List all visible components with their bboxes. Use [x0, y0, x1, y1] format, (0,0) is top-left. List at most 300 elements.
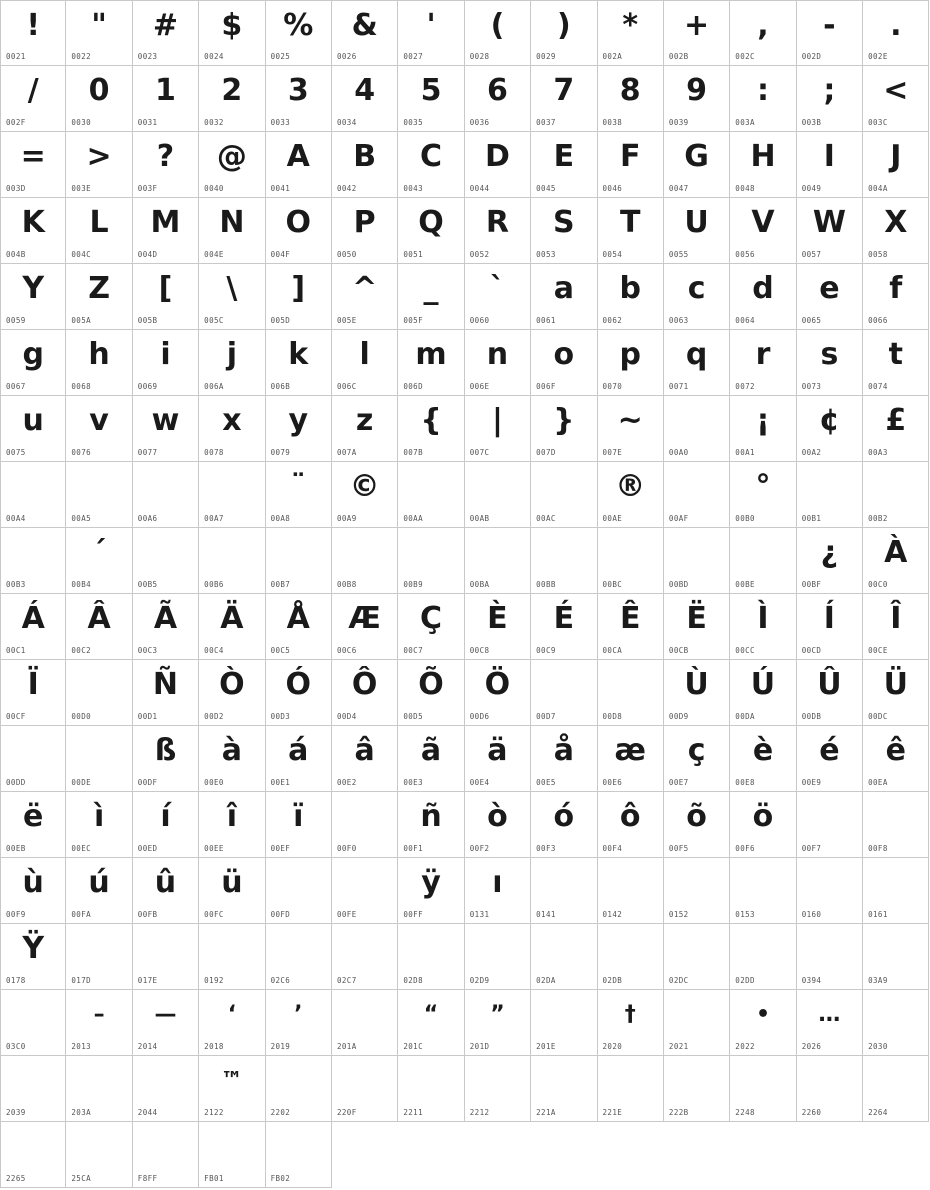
glyph-cell[interactable] — [266, 528, 332, 594]
glyph-cell[interactable] — [0, 990, 66, 1056]
glyph-character: ^ — [352, 271, 378, 306]
glyph-cell[interactable] — [199, 330, 265, 396]
glyph-cell[interactable] — [199, 0, 265, 66]
glyph-cell[interactable] — [66, 924, 132, 990]
glyph-codepoint: 2122 — [204, 1108, 224, 1117]
glyph-character: ú — [88, 865, 110, 900]
glyph-cell[interactable] — [0, 0, 66, 66]
glyph-cell[interactable] — [133, 858, 199, 924]
glyph-cell[interactable] — [199, 594, 265, 660]
glyph-cell[interactable] — [863, 924, 929, 990]
glyph-codepoint: 0026 — [336, 52, 357, 61]
glyph-cell[interactable] — [66, 1056, 132, 1122]
glyph-cell[interactable] — [465, 924, 531, 990]
glyph-cell[interactable] — [797, 660, 863, 726]
glyph-cell[interactable] — [730, 132, 796, 198]
glyph-cell[interactable] — [797, 396, 863, 462]
glyph-cell[interactable] — [797, 330, 863, 396]
glyph-codepoint: 0063 — [668, 316, 689, 325]
glyph-character — [531, 530, 596, 576]
glyph-cell[interactable] — [199, 990, 265, 1056]
glyph-cell[interactable] — [266, 66, 332, 132]
glyph-cell[interactable] — [66, 726, 132, 792]
glyph-cell[interactable] — [664, 264, 730, 330]
glyph-cell[interactable] — [0, 924, 66, 990]
glyph-codepoint: 0141 — [536, 910, 556, 919]
glyph-cell[interactable] — [531, 66, 597, 132]
glyph-cell[interactable] — [133, 1122, 199, 1188]
glyph-character: Á — [21, 601, 45, 636]
glyph-cell[interactable] — [199, 858, 265, 924]
glyph-cell[interactable] — [199, 1122, 265, 1188]
glyph-cell[interactable] — [531, 792, 597, 858]
glyph-cell[interactable] — [332, 66, 398, 132]
glyph-cell[interactable] — [664, 0, 730, 66]
glyph-cell[interactable] — [797, 264, 863, 330]
glyph-cell[interactable] — [863, 792, 929, 858]
glyph-cell[interactable] — [332, 462, 398, 528]
glyph-cell[interactable] — [266, 660, 332, 726]
glyph-cell[interactable] — [863, 1056, 929, 1122]
glyph-cell[interactable] — [465, 198, 531, 264]
glyph-cell[interactable] — [266, 726, 332, 792]
glyph-character: H — [750, 139, 776, 174]
glyph-codepoint: 00F7 — [801, 844, 822, 853]
glyph-cell[interactable] — [199, 66, 265, 132]
glyph-cell[interactable] — [66, 528, 132, 594]
glyph-cell[interactable] — [199, 660, 265, 726]
glyph-cell[interactable] — [199, 528, 265, 594]
glyph-cell[interactable] — [398, 0, 464, 66]
glyph-character: ” — [490, 1002, 505, 1027]
glyph-character: Y — [22, 271, 45, 306]
glyph-cell[interactable] — [199, 792, 265, 858]
glyph-cell[interactable] — [398, 264, 464, 330]
glyph-cell[interactable] — [797, 0, 863, 66]
glyph-cell[interactable] — [664, 528, 730, 594]
glyph-cell[interactable] — [664, 594, 730, 660]
glyph-cell[interactable] — [266, 1122, 332, 1188]
glyph-cell[interactable] — [465, 396, 531, 462]
glyph-cell[interactable] — [598, 858, 664, 924]
glyph-cell[interactable] — [531, 990, 597, 1056]
glyph-codepoint: 0024 — [204, 52, 224, 61]
glyph-cell[interactable] — [66, 858, 132, 924]
glyph-cell[interactable] — [797, 66, 863, 132]
glyph-cell[interactable] — [531, 0, 597, 66]
glyph-cell[interactable] — [531, 858, 597, 924]
glyph-cell[interactable] — [797, 462, 863, 528]
glyph-cell[interactable] — [664, 396, 730, 462]
glyph-cell[interactable] — [664, 132, 730, 198]
glyph-cell[interactable] — [266, 594, 332, 660]
glyph-cell[interactable] — [0, 462, 66, 528]
glyph-cell[interactable] — [332, 594, 398, 660]
glyph-cell[interactable] — [730, 924, 796, 990]
glyph-cell[interactable] — [730, 66, 796, 132]
glyph-cell[interactable] — [863, 396, 929, 462]
glyph-cell[interactable] — [531, 396, 597, 462]
glyph-cell[interactable] — [133, 594, 199, 660]
glyph-character: ‘ — [227, 1002, 237, 1027]
glyph-cell[interactable] — [0, 792, 66, 858]
glyph-cell[interactable] — [398, 396, 464, 462]
glyph-cell[interactable] — [0, 594, 66, 660]
glyph-codepoint: 00E1 — [270, 778, 291, 787]
glyph-codepoint: 006B — [270, 382, 291, 391]
glyph-cell[interactable] — [199, 462, 265, 528]
glyph-cell[interactable] — [266, 198, 332, 264]
glyph-cell[interactable] — [332, 924, 398, 990]
glyph-character: r — [755, 337, 771, 372]
glyph-cell[interactable] — [598, 462, 664, 528]
glyph-cell[interactable] — [199, 198, 265, 264]
glyph-cell[interactable] — [797, 792, 863, 858]
glyph-cell[interactable] — [730, 396, 796, 462]
glyph-cell[interactable] — [398, 594, 464, 660]
glyph-cell[interactable] — [863, 132, 929, 198]
glyph-codepoint: 00B7 — [270, 580, 291, 589]
glyph-character — [664, 860, 729, 906]
glyph-cell[interactable] — [332, 660, 398, 726]
glyph-cell[interactable] — [66, 660, 132, 726]
glyph-cell[interactable] — [332, 528, 398, 594]
glyph-cell-empty — [531, 1122, 597, 1188]
glyph-character: * — [622, 8, 639, 43]
glyph-cell[interactable] — [863, 198, 929, 264]
glyph-cell[interactable] — [66, 792, 132, 858]
glyph-cell[interactable] — [398, 924, 464, 990]
glyph-cell[interactable] — [66, 594, 132, 660]
glyph-cell[interactable] — [133, 330, 199, 396]
glyph-cell[interactable] — [465, 1056, 531, 1122]
glyph-cell[interactable] — [332, 0, 398, 66]
glyph-cell[interactable] — [730, 792, 796, 858]
glyph-cell[interactable] — [598, 330, 664, 396]
glyph-cell[interactable] — [730, 330, 796, 396]
glyph-cell[interactable] — [133, 726, 199, 792]
glyph-cell[interactable] — [266, 264, 332, 330]
glyph-cell[interactable] — [797, 1056, 863, 1122]
glyph-cell[interactable] — [531, 1056, 597, 1122]
glyph-character — [797, 1058, 862, 1104]
glyph-cell[interactable] — [730, 264, 796, 330]
glyph-cell[interactable] — [133, 396, 199, 462]
glyph-cell[interactable] — [133, 0, 199, 66]
glyph-cell[interactable] — [664, 792, 730, 858]
glyph-cell[interactable] — [332, 792, 398, 858]
glyph-cell[interactable] — [332, 198, 398, 264]
glyph-cell[interactable] — [133, 660, 199, 726]
glyph-cell[interactable] — [398, 1056, 464, 1122]
glyph-cell[interactable] — [398, 198, 464, 264]
glyph-cell[interactable] — [266, 0, 332, 66]
glyph-cell[interactable] — [199, 396, 265, 462]
glyph-cell[interactable] — [266, 132, 332, 198]
glyph-cell[interactable] — [598, 726, 664, 792]
glyph-cell[interactable] — [0, 198, 66, 264]
glyph-cell[interactable] — [0, 1122, 66, 1188]
glyph-cell[interactable] — [133, 264, 199, 330]
glyph-cell[interactable] — [133, 1056, 199, 1122]
glyph-cell[interactable] — [863, 66, 929, 132]
glyph-codepoint: 00BC — [602, 580, 623, 589]
glyph-cell[interactable] — [66, 198, 132, 264]
glyph-cell[interactable] — [730, 198, 796, 264]
glyph-cell[interactable] — [398, 990, 464, 1056]
glyph-character: ( — [490, 8, 505, 43]
glyph-cell[interactable] — [398, 132, 464, 198]
glyph-cell[interactable] — [66, 1122, 132, 1188]
glyph-cell[interactable] — [664, 990, 730, 1056]
glyph-cell[interactable] — [465, 660, 531, 726]
glyph-cell[interactable] — [0, 396, 66, 462]
glyph-character: Ü — [883, 667, 908, 702]
glyph-cell[interactable] — [664, 1056, 730, 1122]
glyph-cell[interactable] — [398, 66, 464, 132]
glyph-cell[interactable] — [266, 858, 332, 924]
glyph-cell[interactable] — [465, 990, 531, 1056]
glyph-cell[interactable] — [398, 726, 464, 792]
glyph-cell[interactable] — [730, 0, 796, 66]
glyph-character: o — [553, 337, 575, 372]
glyph-cell[interactable] — [0, 330, 66, 396]
glyph-cell-empty — [598, 1122, 664, 1188]
glyph-cell[interactable] — [598, 66, 664, 132]
glyph-cell[interactable] — [0, 66, 66, 132]
glyph-cell[interactable] — [863, 528, 929, 594]
glyph-cell[interactable] — [133, 66, 199, 132]
glyph-cell[interactable] — [465, 462, 531, 528]
glyph-codepoint: 0058 — [868, 250, 888, 259]
glyph-cell[interactable] — [598, 264, 664, 330]
glyph-codepoint: 00D6 — [469, 712, 490, 721]
glyph-cell[interactable] — [332, 1056, 398, 1122]
glyph-character: á — [288, 733, 309, 768]
glyph-cell[interactable] — [664, 66, 730, 132]
glyph-codepoint: 2018 — [204, 1042, 224, 1051]
glyph-cell[interactable] — [730, 462, 796, 528]
glyph-cell[interactable] — [0, 528, 66, 594]
glyph-cell[interactable] — [730, 858, 796, 924]
glyph-cell[interactable] — [531, 462, 597, 528]
glyph-cell[interactable] — [199, 726, 265, 792]
glyph-cell[interactable] — [863, 0, 929, 66]
glyph-cell[interactable] — [133, 990, 199, 1056]
glyph-cell[interactable] — [598, 132, 664, 198]
glyph-cell[interactable] — [598, 198, 664, 264]
glyph-cell[interactable] — [133, 132, 199, 198]
glyph-codepoint: 00E0 — [204, 778, 224, 787]
glyph-codepoint: 00F3 — [536, 844, 556, 853]
glyph-cell[interactable] — [398, 462, 464, 528]
glyph-cell[interactable] — [332, 330, 398, 396]
glyph-cell[interactable] — [398, 660, 464, 726]
glyph-cell[interactable] — [66, 66, 132, 132]
glyph-cell[interactable] — [465, 594, 531, 660]
glyph-cell[interactable] — [863, 594, 929, 660]
glyph-cell[interactable] — [531, 132, 597, 198]
glyph-cell[interactable] — [332, 858, 398, 924]
glyph-cell[interactable] — [598, 594, 664, 660]
glyph-cell[interactable] — [531, 924, 597, 990]
glyph-character: 7 — [553, 73, 575, 108]
glyph-cell[interactable] — [266, 924, 332, 990]
glyph-cell[interactable] — [465, 726, 531, 792]
glyph-cell[interactable] — [797, 198, 863, 264]
glyph-cell[interactable] — [465, 330, 531, 396]
glyph-character: t — [888, 337, 903, 372]
glyph-cell[interactable] — [797, 726, 863, 792]
glyph-cell[interactable] — [863, 858, 929, 924]
glyph-cell[interactable] — [199, 1056, 265, 1122]
glyph-cell[interactable] — [0, 1056, 66, 1122]
glyph-cell[interactable] — [199, 132, 265, 198]
glyph-cell[interactable] — [66, 264, 132, 330]
glyph-codepoint: 0049 — [801, 184, 822, 193]
glyph-cell[interactable] — [531, 594, 597, 660]
glyph-cell[interactable] — [266, 462, 332, 528]
glyph-cell[interactable] — [133, 462, 199, 528]
glyph-character: ä — [487, 733, 508, 768]
glyph-cell[interactable] — [664, 198, 730, 264]
glyph-cell[interactable] — [398, 330, 464, 396]
glyph-cell[interactable] — [66, 990, 132, 1056]
glyph-cell[interactable] — [531, 264, 597, 330]
glyph-cell[interactable] — [66, 462, 132, 528]
glyph-cell[interactable] — [465, 858, 531, 924]
glyph-cell[interactable] — [133, 198, 199, 264]
glyph-cell[interactable] — [332, 990, 398, 1056]
glyph-cell[interactable] — [531, 726, 597, 792]
glyph-character: Ê — [619, 601, 641, 636]
glyph-cell[interactable] — [0, 132, 66, 198]
glyph-character: C — [420, 139, 443, 174]
glyph-cell[interactable] — [797, 924, 863, 990]
glyph-cell[interactable] — [465, 528, 531, 594]
glyph-character: † — [624, 1002, 636, 1027]
glyph-cell[interactable] — [863, 990, 929, 1056]
glyph-character: À — [884, 535, 908, 570]
glyph-cell[interactable] — [598, 792, 664, 858]
glyph-cell[interactable] — [66, 0, 132, 66]
glyph-cell[interactable] — [133, 792, 199, 858]
glyph-cell[interactable] — [664, 330, 730, 396]
glyph-cell[interactable] — [0, 264, 66, 330]
glyph-cell[interactable] — [531, 198, 597, 264]
glyph-cell[interactable] — [133, 924, 199, 990]
glyph-character: \ — [226, 271, 238, 306]
glyph-cell[interactable] — [199, 264, 265, 330]
glyph-codepoint: 0048 — [735, 184, 755, 193]
glyph-character — [266, 530, 331, 576]
glyph-cell[interactable] — [465, 264, 531, 330]
glyph-cell[interactable] — [0, 660, 66, 726]
glyph-cell[interactable] — [863, 462, 929, 528]
glyph-cell[interactable] — [664, 462, 730, 528]
glyph-cell[interactable] — [531, 660, 597, 726]
glyph-cell[interactable] — [664, 924, 730, 990]
glyph-cell[interactable] — [332, 726, 398, 792]
glyph-cell[interactable] — [398, 528, 464, 594]
glyph-cell[interactable] — [465, 0, 531, 66]
glyph-cell[interactable] — [531, 330, 597, 396]
glyph-cell[interactable] — [598, 528, 664, 594]
glyph-cell[interactable] — [598, 924, 664, 990]
glyph-cell[interactable] — [0, 858, 66, 924]
glyph-cell[interactable] — [730, 594, 796, 660]
glyph-codepoint: 00AC — [536, 514, 556, 523]
glyph-cell[interactable] — [332, 396, 398, 462]
glyph-cell[interactable] — [664, 660, 730, 726]
glyph-codepoint: 00D8 — [602, 712, 623, 721]
glyph-cell[interactable] — [266, 1056, 332, 1122]
glyph-cell[interactable] — [730, 1056, 796, 1122]
glyph-cell[interactable] — [398, 792, 464, 858]
glyph-cell[interactable] — [465, 132, 531, 198]
glyph-cell[interactable] — [863, 330, 929, 396]
glyph-cell[interactable] — [797, 132, 863, 198]
glyph-cell[interactable] — [199, 924, 265, 990]
glyph-cell[interactable] — [598, 660, 664, 726]
glyph-cell[interactable] — [797, 594, 863, 660]
glyph-cell[interactable] — [863, 726, 929, 792]
glyph-cell[interactable] — [797, 528, 863, 594]
glyph-cell[interactable] — [863, 660, 929, 726]
glyph-cell[interactable] — [598, 396, 664, 462]
glyph-cell[interactable] — [0, 726, 66, 792]
glyph-cell[interactable] — [66, 132, 132, 198]
glyph-cell[interactable] — [598, 990, 664, 1056]
glyph-character: Â — [87, 601, 111, 636]
glyph-cell[interactable] — [133, 528, 199, 594]
glyph-cell[interactable] — [66, 330, 132, 396]
glyph-codepoint: 0062 — [602, 316, 623, 325]
glyph-codepoint: 00B2 — [868, 514, 888, 523]
glyph-codepoint: 00DC — [868, 712, 888, 721]
glyph-codepoint: 03A9 — [868, 976, 888, 985]
glyph-cell[interactable] — [398, 858, 464, 924]
glyph-cell[interactable] — [332, 132, 398, 198]
glyph-codepoint: 0029 — [536, 52, 556, 61]
glyph-cell[interactable] — [332, 264, 398, 330]
glyph-cell[interactable] — [66, 396, 132, 462]
glyph-cell[interactable] — [266, 330, 332, 396]
glyph-cell[interactable] — [465, 792, 531, 858]
glyph-cell[interactable] — [730, 660, 796, 726]
glyph-codepoint: 003B — [801, 118, 822, 127]
glyph-cell[interactable] — [531, 528, 597, 594]
glyph-cell[interactable] — [730, 726, 796, 792]
glyph-character — [398, 530, 463, 576]
glyph-cell[interactable] — [266, 792, 332, 858]
glyph-cell[interactable] — [266, 396, 332, 462]
glyph-cell[interactable] — [664, 858, 730, 924]
glyph-character: ë — [23, 799, 44, 834]
glyph-character — [797, 926, 862, 972]
glyph-cell[interactable] — [797, 990, 863, 1056]
glyph-cell[interactable] — [266, 990, 332, 1056]
glyph-cell[interactable] — [863, 264, 929, 330]
glyph-cell[interactable] — [664, 726, 730, 792]
glyph-cell[interactable] — [598, 0, 664, 66]
glyph-codepoint: 00EC — [71, 844, 92, 853]
glyph-cell[interactable] — [598, 1056, 664, 1122]
glyph-cell[interactable] — [797, 858, 863, 924]
glyph-cell[interactable] — [730, 528, 796, 594]
glyph-cell[interactable] — [730, 990, 796, 1056]
glyph-cell[interactable] — [465, 66, 531, 132]
